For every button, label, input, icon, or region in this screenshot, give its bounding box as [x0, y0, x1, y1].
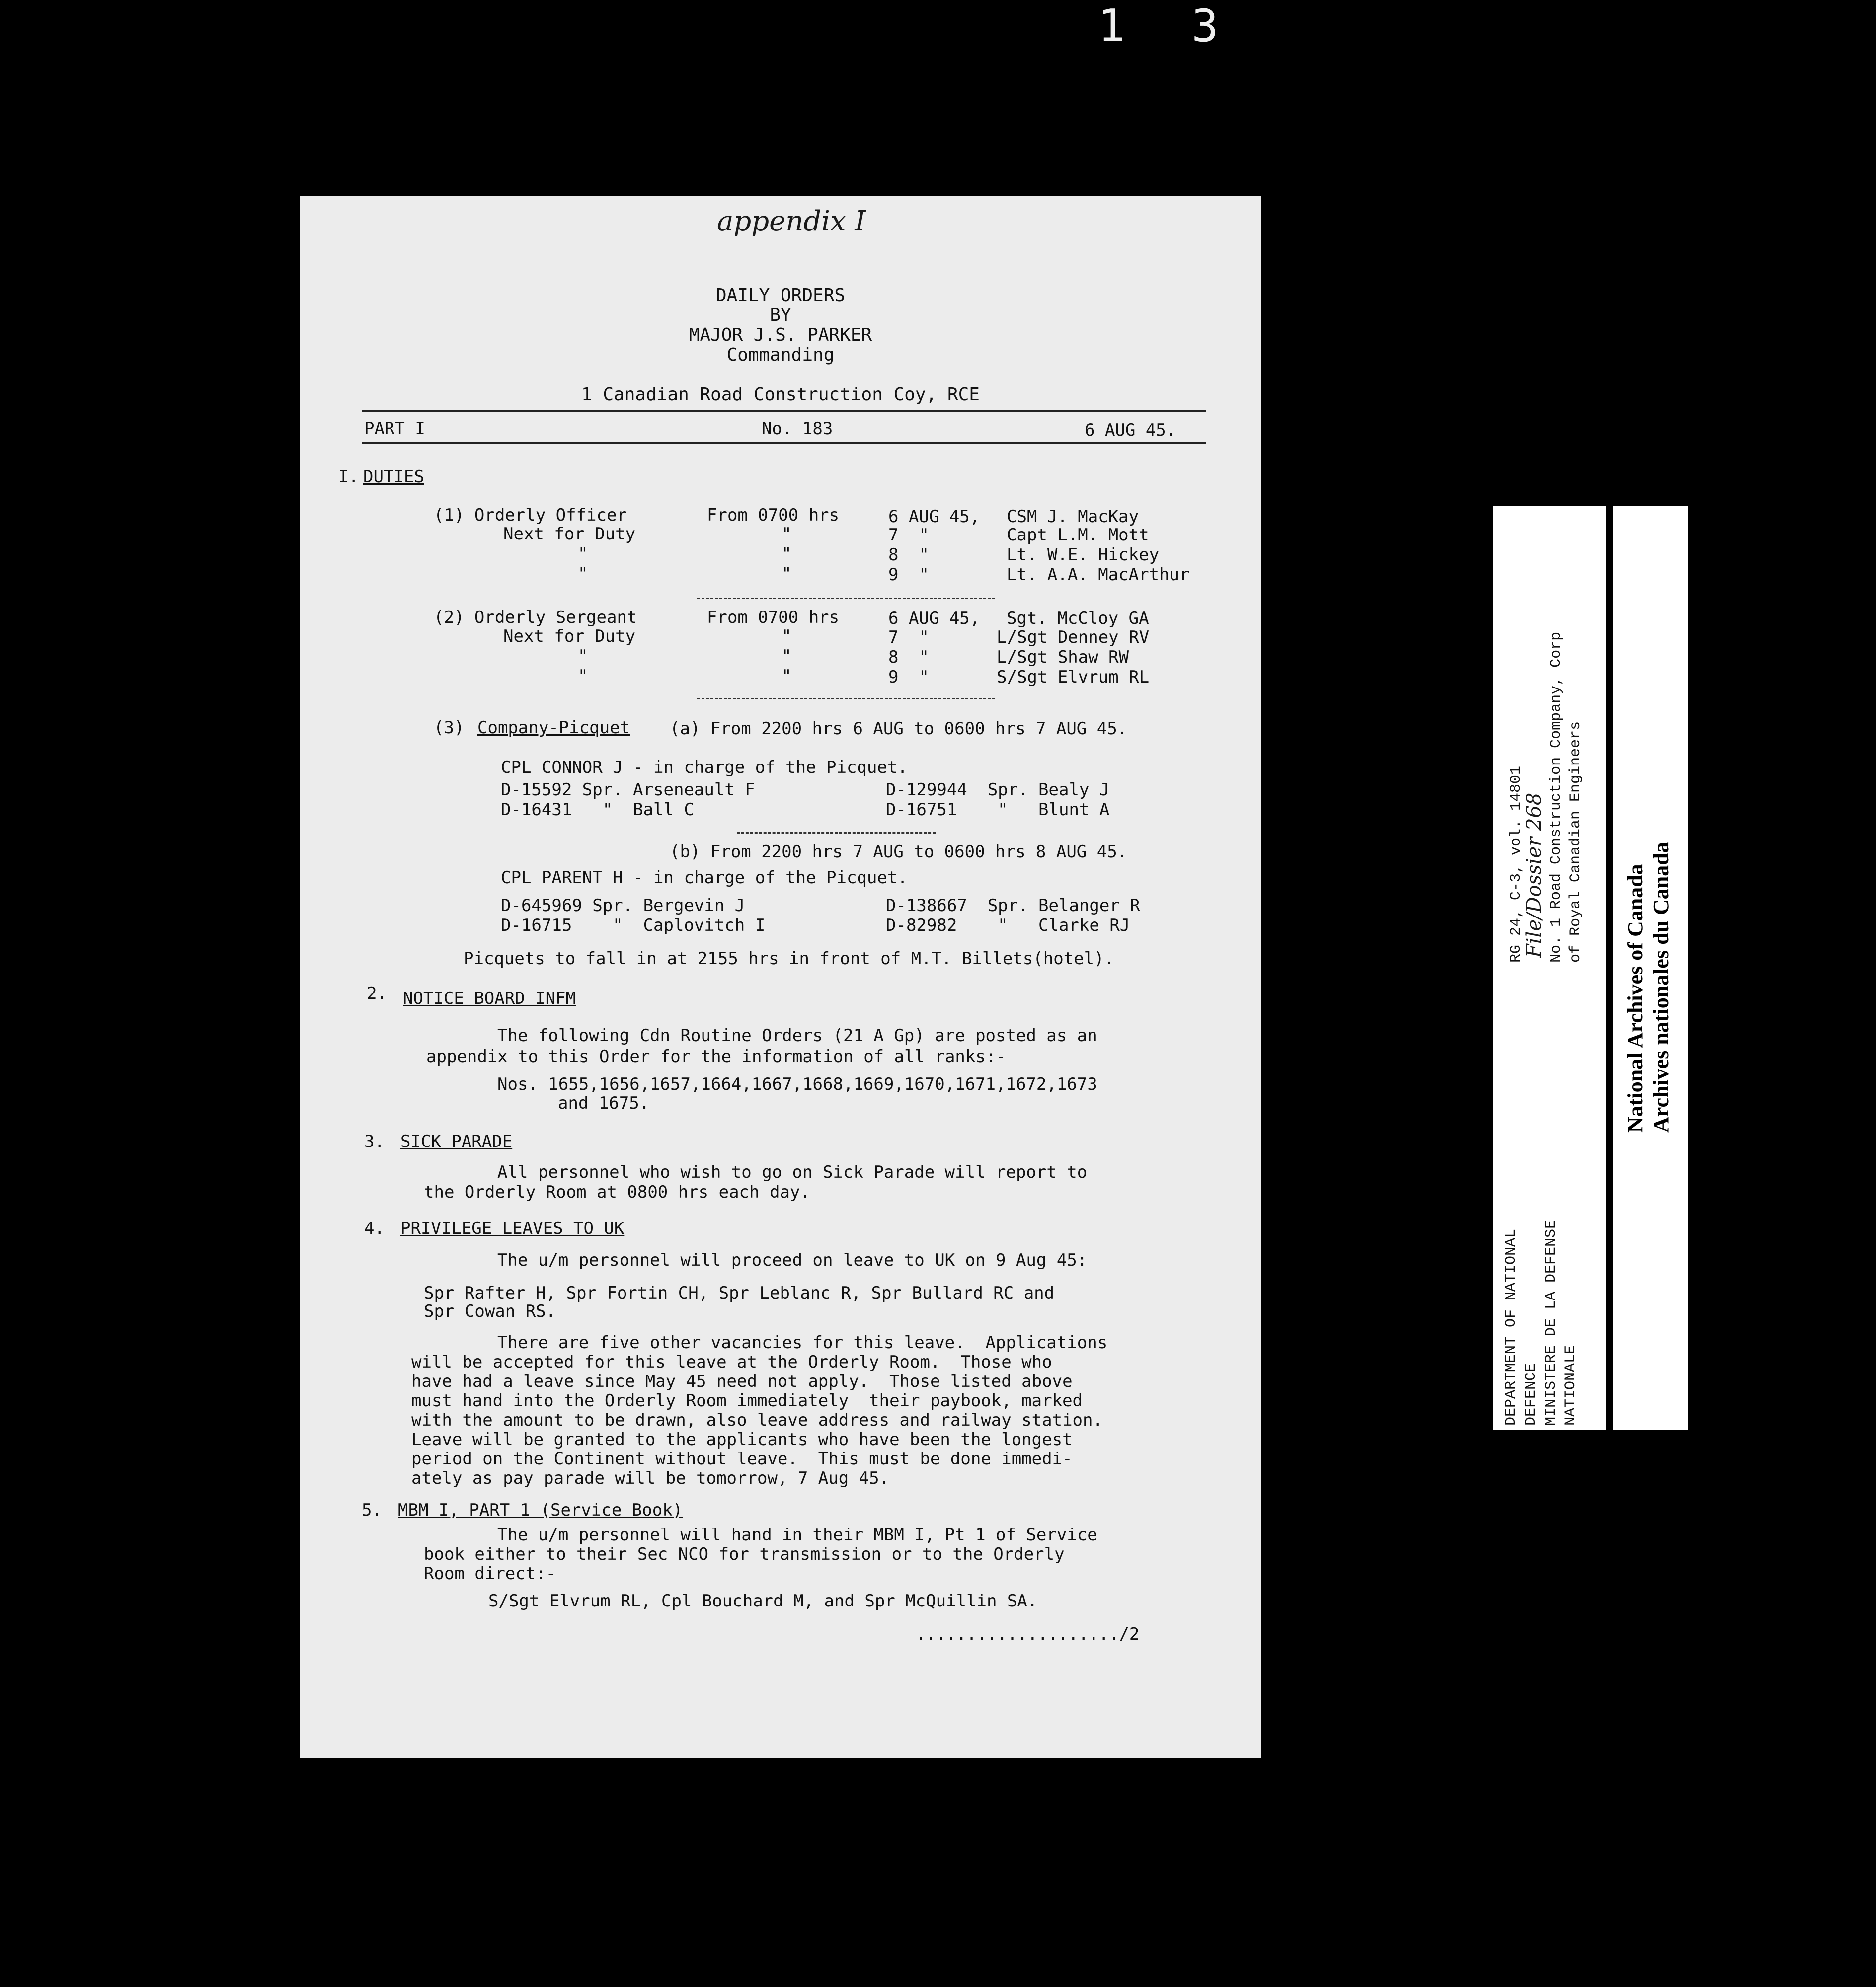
roster-name: Lt. A.A. MacArthur — [1007, 565, 1190, 585]
stamp-handwritten-file: File/Dossier 268 — [1523, 792, 1546, 958]
leave-paragraph-line: have had a leave since May 45 need not apply. Those listed above — [411, 1372, 1073, 1391]
order-date: 6 AUG 45. — [1085, 420, 1176, 440]
picquet-a-row: D-15592 Spr. Arseneault F — [501, 780, 755, 800]
notice-board-text: The following Cdn Routine Orders (21 A Gp) are posted as an — [497, 1026, 1097, 1046]
title-line-2: BY — [770, 305, 791, 325]
roster-name: Capt L.M. Mott — [1007, 525, 1149, 545]
order-number: No. 183 — [762, 419, 833, 439]
leave-paragraph-line: with the amount to be drawn, also leave address and railway station. — [411, 1410, 1103, 1430]
picquet-b-times: (b) From 2200 hrs 7 AUG to 0600 hrs 8 AUG 45. — [670, 842, 1128, 862]
continuation-mark: ..................../2 — [916, 1624, 1140, 1644]
section-3-number: 3. — [364, 1132, 385, 1151]
header-rule-top — [362, 410, 1206, 412]
leave-personnel: Spr Cowan RS. — [424, 1301, 556, 1321]
leave-paragraph-line: Leave will be granted to the applicants who have been the longest — [411, 1430, 1073, 1450]
section-2-number: 2. — [367, 984, 387, 1003]
title-line-1: DAILY ORDERS — [715, 285, 846, 306]
roster-role: (2) Orderly Sergeant — [434, 608, 637, 627]
roster-role: " — [578, 646, 588, 666]
leave-text: The u/m personnel will proceed on leave to UK on 9 Aug 45: — [497, 1250, 1088, 1270]
roster-role: " — [578, 544, 588, 564]
roster-from: " — [782, 564, 792, 584]
stamp-dept-line: NATIONALE — [1563, 1345, 1579, 1426]
stamp-reference: RG 24, C-3, vol. 14801 — [1508, 765, 1525, 963]
roster-from: " — [782, 626, 792, 646]
film-frame-mark: 1 3 — [1098, 0, 1239, 52]
roster-name: S/Sgt Elvrum RL — [997, 667, 1150, 687]
roster-divider — [697, 698, 995, 699]
service-book-personnel: S/Sgt Elvrum RL, Cpl Bouchard M, and Spr McQuillin SA. — [488, 1591, 1038, 1611]
part-label: PART I — [364, 419, 425, 439]
sick-parade-text: All personnel who wish to go on Sick Parade will report to — [497, 1162, 1088, 1182]
section-1-number: I. — [338, 467, 359, 487]
leave-paragraph-line: period on the Continent without leave. This must be done immedi- — [411, 1449, 1073, 1469]
roster-from: From 0700 hrs — [707, 505, 840, 525]
picquet-a-row: D-129944 Spr. Bealy J — [886, 780, 1110, 800]
sick-parade-text: the Orderly Room at 0800 hrs each day. — [424, 1182, 810, 1202]
roster-role: (1) Orderly Officer — [434, 505, 627, 525]
service-book-text: Room direct:- — [424, 1564, 556, 1584]
section-3-heading: SICK PARADE — [400, 1132, 513, 1151]
roster-day: 9 " — [888, 565, 929, 585]
leave-paragraph-line: must hand into the Orderly Room immediately their paybook, marked — [411, 1391, 1083, 1411]
picquet-number: (3) — [434, 718, 465, 738]
stamp-archives-fr: Archives nationales du Canada — [1649, 842, 1673, 1133]
service-book-text: The u/m personnel will hand in their MBM I, Pt 1 of Service — [497, 1525, 1097, 1545]
roster-from: " — [782, 524, 792, 544]
roster-day: 7 " — [888, 525, 929, 545]
leave-paragraph-line: There are five other vacancies for this leave. Applications — [497, 1333, 1108, 1353]
daily-orders-page — [300, 196, 1261, 1758]
picquet-heading: Company-Picquet — [477, 718, 630, 738]
title-line-3: MAJOR J.S. PARKER — [689, 325, 872, 345]
section-2-heading: NOTICE BOARD INFM — [403, 989, 576, 1008]
section-5-number: 5. — [362, 1500, 382, 1520]
stamp-archives-en: National Archives of Canada — [1623, 864, 1647, 1133]
routine-order-numbers: and 1675. — [558, 1093, 650, 1113]
stamp-dept-line: MINISTERE DE LA DEFENSE — [1543, 1220, 1560, 1426]
roster-divider — [697, 598, 995, 599]
roster-day: 6 AUG 45, — [888, 507, 980, 527]
roster-role: Next for Duty — [503, 524, 636, 544]
picquet-a-in-charge: CPL CONNOR J - in charge of the Picquet. — [501, 758, 908, 777]
roster-name: L/Sgt Denney RV — [997, 627, 1150, 647]
stamp-divider — [1606, 506, 1613, 1430]
roster-name: Lt. W.E. Hickey — [1007, 545, 1160, 565]
roster-from: " — [782, 646, 792, 666]
picquet-b-row: D-138667 Spr. Belanger R — [886, 896, 1140, 916]
leave-personnel: Spr Rafter H, Spr Fortin CH, Spr Leblanc R, Spr Bullard RC and — [424, 1283, 1055, 1303]
section-1-heading: DUTIES — [363, 467, 424, 487]
picquet-a-times: (a) From 2200 hrs 6 AUG to 0600 hrs 7 AUG 45. — [670, 719, 1128, 739]
picquet-b-in-charge: CPL PARENT H - in charge of the Picquet. — [501, 868, 908, 888]
handwritten-appendix-note: appendix I — [717, 205, 866, 237]
title-line-4: Commanding — [726, 345, 835, 365]
service-book-text: book either to their Sec NCO for transmission or to the Orderly — [424, 1544, 1065, 1564]
picquet-a-row: D-16431 " Ball C — [501, 800, 694, 820]
section-4-number: 4. — [364, 1219, 385, 1238]
roster-role: Next for Duty — [503, 626, 636, 646]
roster-day: 8 " — [888, 545, 929, 565]
roster-name: L/Sgt Shaw RW — [997, 647, 1129, 667]
roster-name: CSM J. MacKay — [1007, 507, 1139, 527]
section-4-heading: PRIVILEGE LEAVES TO UK — [400, 1219, 625, 1238]
picquet-b-row: D-82982 " Clarke RJ — [886, 916, 1130, 935]
roster-day: 8 " — [888, 647, 929, 667]
leave-paragraph-line: ately as pay parade will be tomorrow, 7 Aug 45. — [411, 1468, 890, 1488]
roster-name: Sgt. McCloy GA — [1007, 609, 1149, 628]
roster-day: 6 AUG 45, — [888, 609, 980, 628]
roster-role: " — [578, 564, 588, 584]
roster-from: " — [782, 544, 792, 564]
stamp-reference: of Royal Canadian Engineers — [1567, 721, 1584, 963]
stamp-reference: No. 1 Road Construction Company, Corp — [1548, 631, 1564, 963]
picquet-note: Picquets to fall in at 2155 hrs in front of M.T. Billets(hotel). — [464, 949, 1115, 969]
picquet-divider — [737, 832, 936, 834]
roster-from: From 0700 hrs — [707, 608, 840, 627]
section-5-heading: MBM I, PART 1 (Service Book) — [398, 1500, 683, 1520]
roster-role: " — [578, 666, 588, 686]
leave-paragraph-line: will be accepted for this leave at the Orderly Room. Those who — [411, 1352, 1052, 1372]
roster-from: " — [782, 666, 792, 686]
stamp-dept-line: DEPARTMENT OF NATIONAL — [1503, 1228, 1520, 1426]
unit-name: 1 Canadian Road Construction Coy, RCE — [581, 384, 980, 405]
roster-day: 9 " — [888, 667, 929, 687]
stamp-dept-line: DEFENCE — [1523, 1363, 1540, 1426]
picquet-b-row: D-16715 " Caplovitch I — [501, 916, 766, 935]
notice-board-text: appendix to this Order for the information of all ranks:- — [426, 1047, 1006, 1067]
header-rule-bottom — [362, 442, 1206, 444]
picquet-a-row: D-16751 " Blunt A — [886, 800, 1110, 820]
routine-order-numbers: Nos. 1655,1656,1657,1664,1667,1668,1669,1670,1671,1672,1673 — [497, 1074, 1097, 1094]
roster-day: 7 " — [888, 627, 929, 647]
picquet-b-row: D-645969 Spr. Bergevin J — [501, 896, 745, 916]
archive-stamp — [1493, 506, 1688, 1430]
